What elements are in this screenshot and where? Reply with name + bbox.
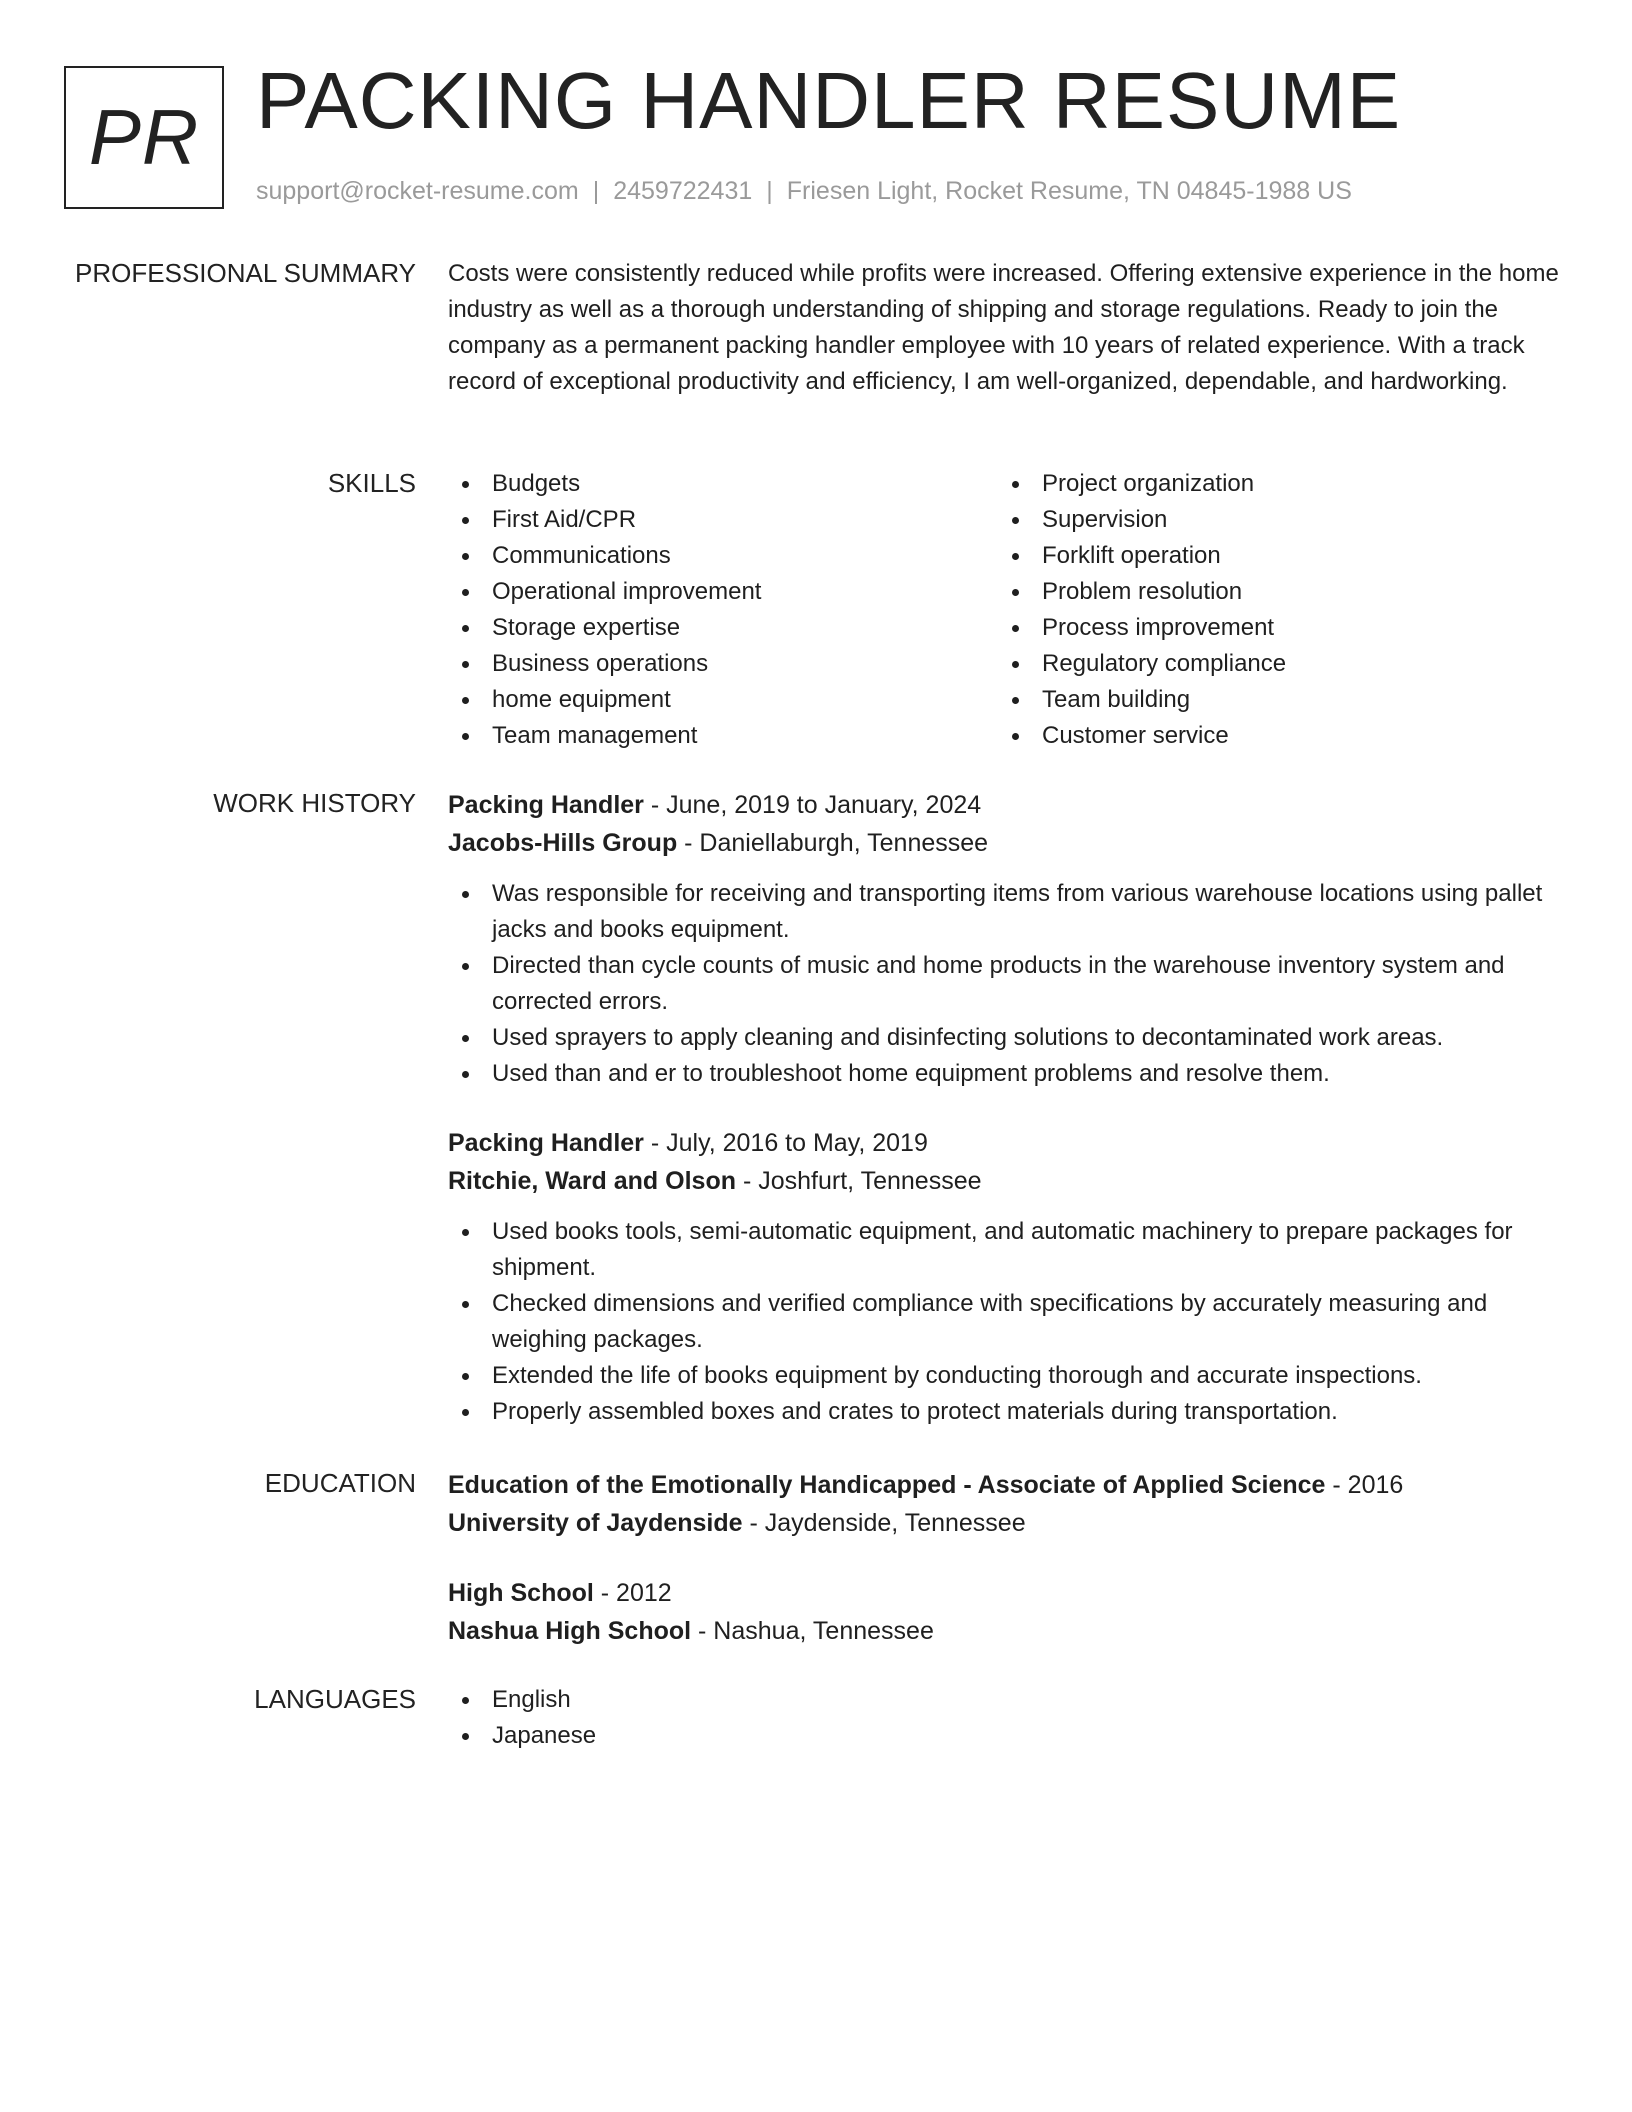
job-title: Packing Handler — [448, 1129, 644, 1157]
section-label-skills: SKILLS — [327, 468, 416, 498]
summary-body — [448, 256, 1568, 400]
job-company: Ritchie, Ward and Olson — [448, 1167, 736, 1195]
section-label-work-history: WORK HISTORY — [213, 788, 416, 818]
skill-item: Communications — [448, 538, 998, 574]
skills-list-left — [448, 466, 998, 754]
section-label-education: EDUCATION — [264, 1468, 416, 1498]
education-body — [448, 1466, 1568, 1650]
education-degree-line — [448, 1574, 1568, 1612]
language-item: English — [448, 1682, 1568, 1718]
education-year: - 2016 — [1325, 1471, 1404, 1499]
skill-item: Forklift operation — [998, 538, 1548, 574]
skill-item: First Aid/CPR — [448, 502, 998, 538]
section-label-languages: LANGUAGES — [254, 1684, 416, 1714]
education-school: University of Jaydenside — [448, 1509, 743, 1537]
skill-item: Process improvement — [998, 610, 1548, 646]
contact-line — [256, 174, 1352, 208]
education-degree-line — [448, 1466, 1568, 1504]
contact-phone[interactable]: 2459722431 — [613, 177, 753, 205]
job-dates: - June, 2019 to January, 2024 — [643, 791, 982, 819]
skills-body — [448, 466, 1568, 754]
skill-item: home equipment — [448, 682, 998, 718]
job-title-line — [448, 1124, 1568, 1162]
skill-item: Budgets — [448, 466, 998, 502]
education-entry — [448, 1574, 1568, 1650]
job-bullet: Used than and er to troubleshoot home equipment problems and resolve them. — [448, 1056, 1568, 1092]
education-school-line — [448, 1612, 1568, 1650]
job-bullet: Checked dimensions and verified compliance with specifications by accurately measuring and weighing packages. — [448, 1286, 1568, 1358]
languages-body — [448, 1682, 1568, 1754]
job-location: - Joshfurt, Tennessee — [736, 1167, 982, 1195]
skill-item: Regulatory compliance — [998, 646, 1548, 682]
education-degree: High School — [448, 1579, 594, 1607]
education-school-line — [448, 1504, 1568, 1542]
skill-item: Business operations — [448, 646, 998, 682]
education-entry — [448, 1466, 1568, 1542]
languages-list — [448, 1682, 1568, 1754]
contact-separator: | — [766, 177, 773, 205]
job-company-line — [448, 1162, 1568, 1200]
skills-list-right — [998, 466, 1548, 754]
job-title-line — [448, 786, 1568, 824]
skill-item: Team building — [998, 682, 1548, 718]
job-entry — [448, 1124, 1568, 1430]
education-location: - Nashua, Tennessee — [691, 1617, 934, 1645]
section-label-summary: PROFESSIONAL SUMMARY — [75, 258, 416, 288]
job-location: - Daniellaburgh, Tennessee — [677, 829, 989, 857]
education-school: Nashua High School — [448, 1617, 692, 1645]
job-bullet: Was responsible for receiving and transporting items from various warehouse locations using pallet jacks and books equipment. — [448, 876, 1568, 948]
education-location: - Jaydenside, Tennessee — [742, 1509, 1026, 1537]
work-history-body — [448, 786, 1568, 1430]
job-bullet: Extended the life of books equipment by conducting thorough and accurate inspections. — [448, 1358, 1568, 1394]
job-company-line — [448, 824, 1568, 862]
skill-item: Supervision — [998, 502, 1548, 538]
job-bullet: Directed than cycle counts of music and home products in the warehouse inventory system and corrected errors. — [448, 948, 1568, 1020]
job-bullet: Used sprayers to apply cleaning and disinfecting solutions to decontaminated work areas. — [448, 1020, 1568, 1056]
skill-item: Project organization — [998, 466, 1548, 502]
skill-item: Customer service — [998, 718, 1548, 754]
language-item: Japanese — [448, 1718, 1568, 1754]
skill-item: Problem resolution — [998, 574, 1548, 610]
monogram-logo: PR — [64, 66, 224, 209]
contact-separator: | — [592, 177, 600, 205]
job-dates: - July, 2016 to May, 2019 — [643, 1129, 928, 1157]
job-entry — [448, 786, 1568, 1092]
job-bullet: Properly assembled boxes and crates to protect materials during transportation. — [448, 1394, 1568, 1430]
education-degree: Education of the Emotionally Handicapped - Associate of Applied Science — [448, 1471, 1326, 1499]
skill-item: Storage expertise — [448, 610, 998, 646]
job-bullets — [448, 1214, 1568, 1430]
skill-item: Team management — [448, 718, 998, 754]
contact-address: Friesen Light, Rocket Resume, TN 04845-1988 US — [786, 177, 1352, 205]
job-bullets — [448, 876, 1568, 1092]
job-title: Packing Handler — [448, 791, 644, 819]
page-title: PACKING HANDLER RESUME — [256, 56, 1402, 145]
contact-email[interactable]: support@rocket-resume.com — [256, 177, 579, 205]
education-year: - 2012 — [593, 1579, 672, 1607]
job-bullet: Used books tools, semi-automatic equipment, and automatic machinery to prepare packages for shipment. — [448, 1214, 1568, 1286]
skill-item: Operational improvement — [448, 574, 998, 610]
summary-text: Costs were consistently reduced while profits were increased. Offering extensive experience in the home industry as well as a thorough understanding of shipping and storage regulations. Ready to join the company as a permanent packing handler employee with 10 years of related experience. With a track record of exceptional productivity and efficiency, I am well-organized, dependable, and hardworking. — [448, 260, 1559, 395]
job-company: Jacobs-Hills Group — [448, 829, 678, 857]
